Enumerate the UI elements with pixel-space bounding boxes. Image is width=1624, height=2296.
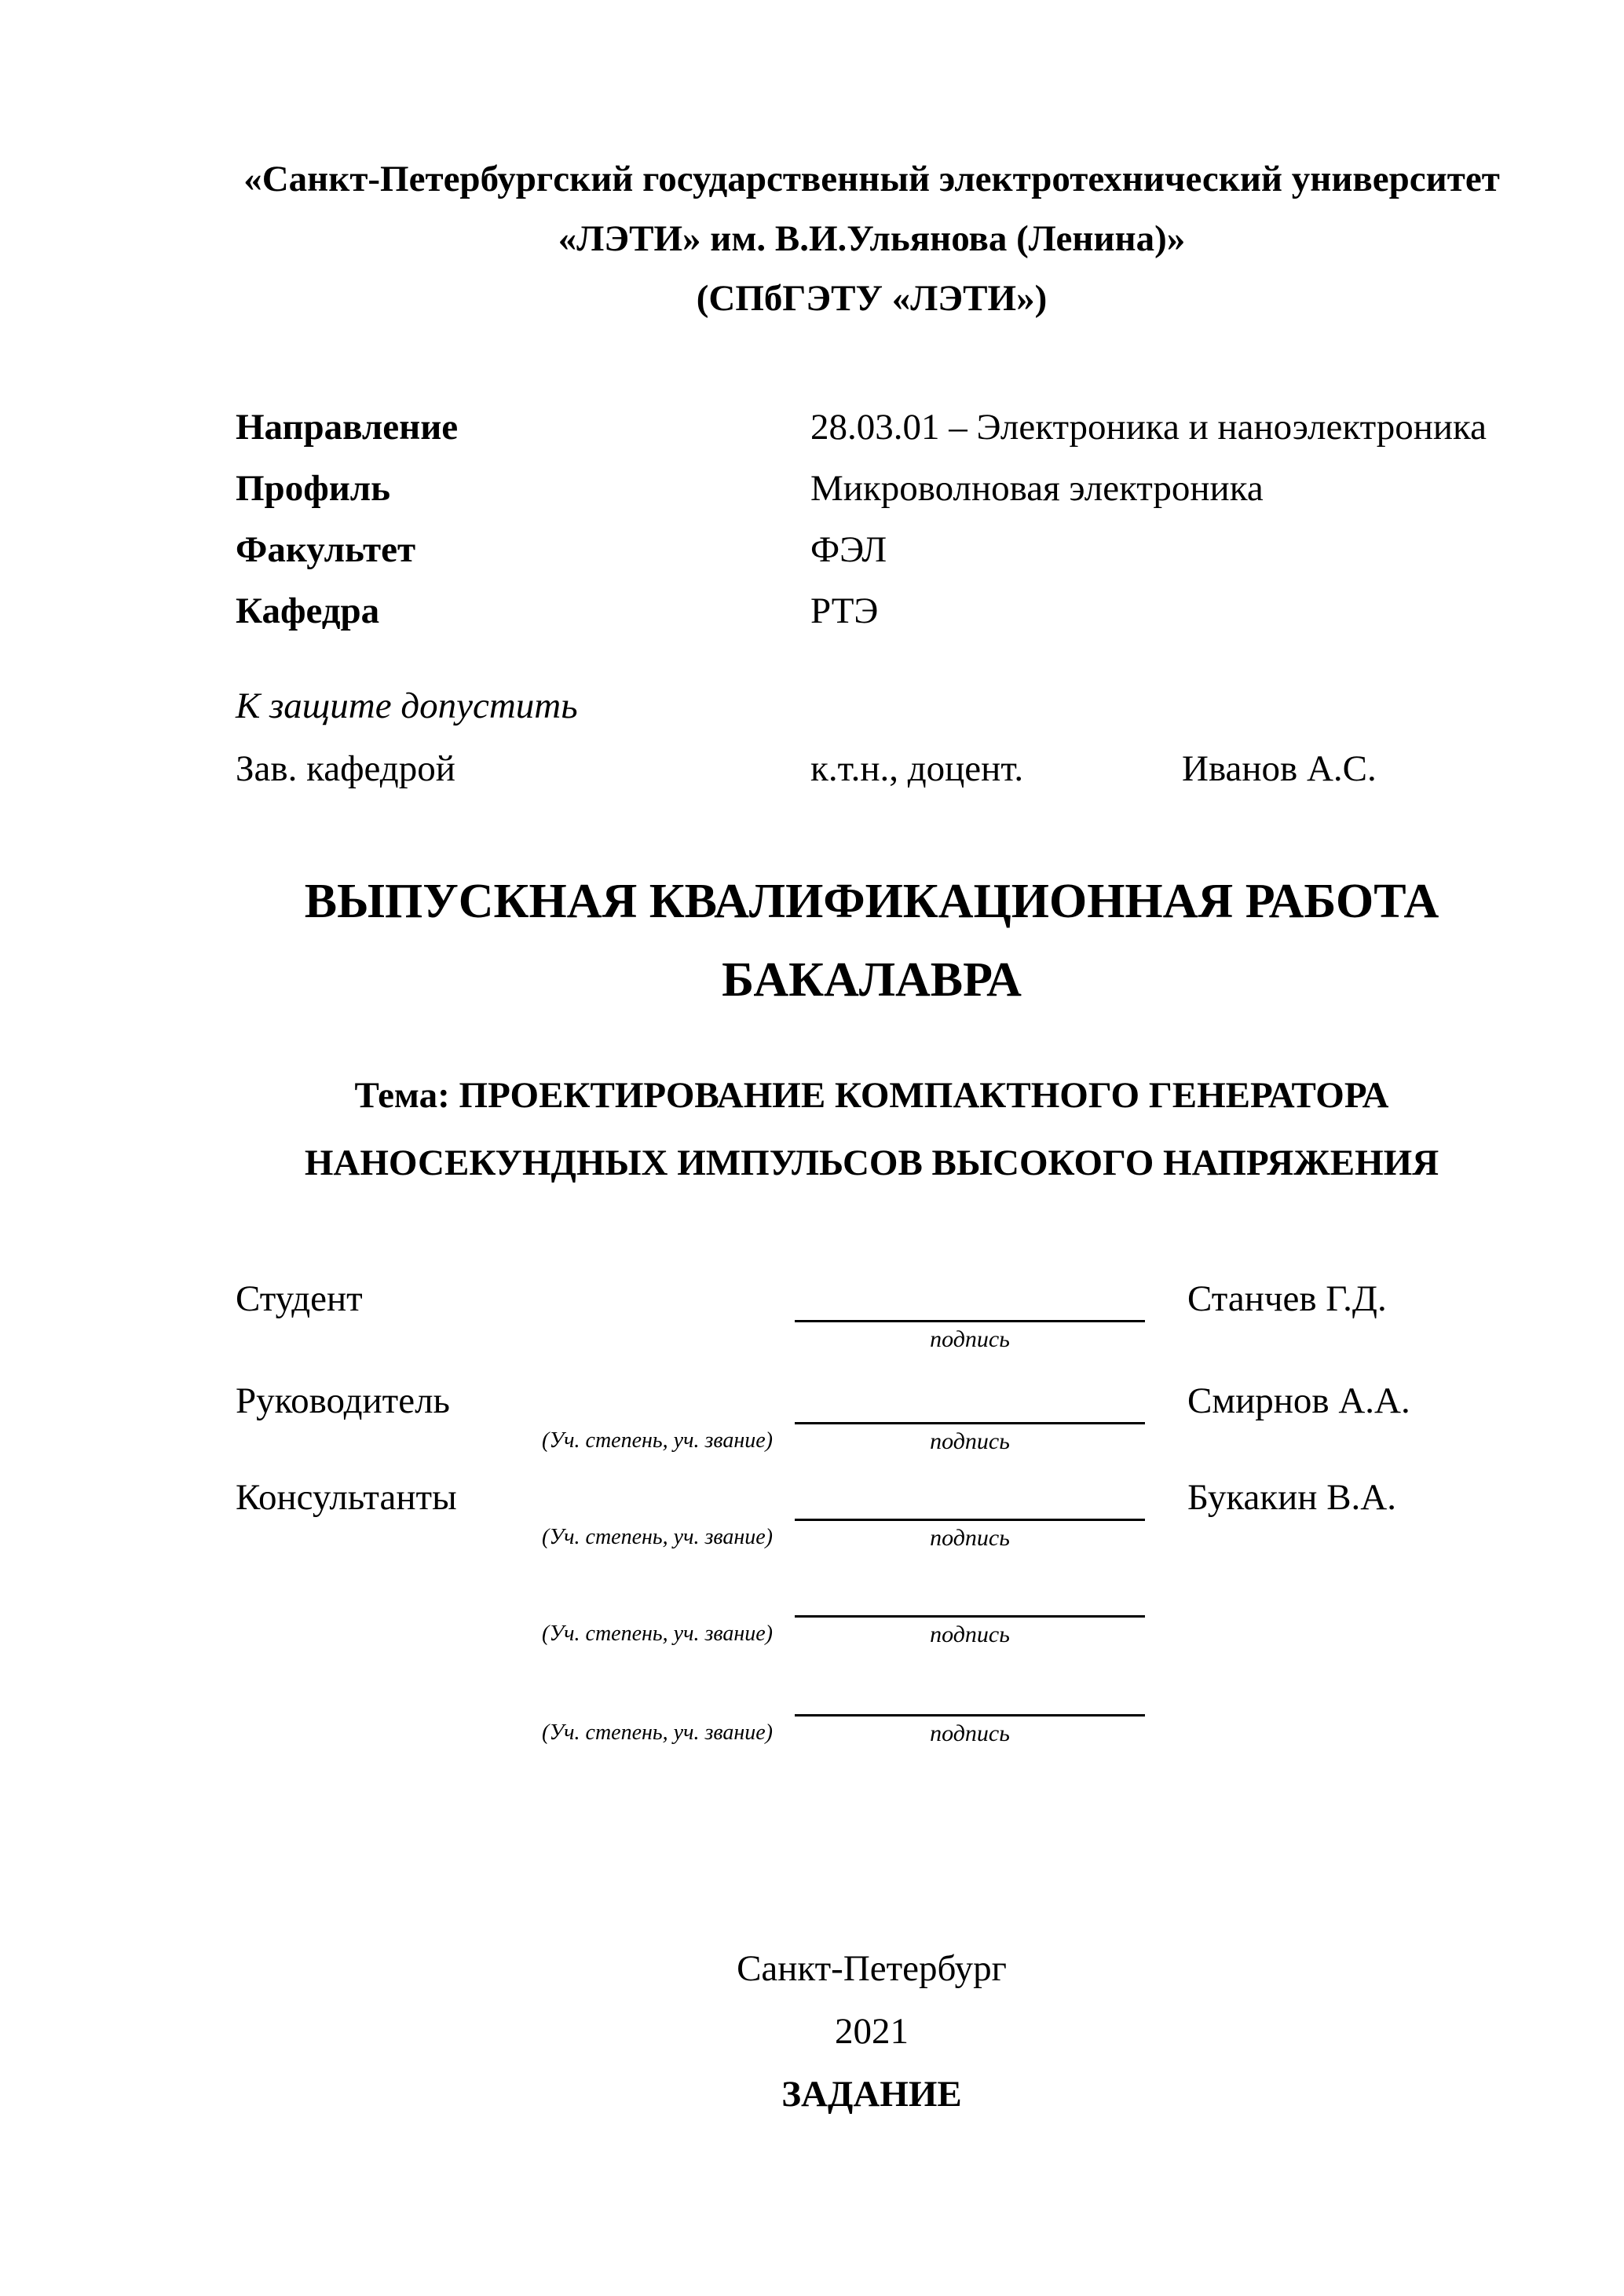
department-label: Кафедра bbox=[236, 590, 380, 631]
faculty-value: ФЭЛ bbox=[810, 529, 887, 570]
student-name: Станчев Г.Д. bbox=[1187, 1278, 1387, 1319]
direction-label: Направление bbox=[236, 407, 459, 448]
faculty-label: Факультет bbox=[236, 529, 416, 570]
info-row-faculty bbox=[236, 519, 1508, 580]
department-value: РТЭ bbox=[810, 590, 879, 631]
signature-row-consultant-1 bbox=[236, 1476, 1508, 1564]
footer bbox=[236, 1937, 1508, 2126]
topic-line-1: Тема: ПРОЕКТИРОВАНИЕ КОМПАКТНОГО ГЕНЕРАТОРА bbox=[354, 1075, 1389, 1116]
direction-value: 28.03.01 – Электроника и наноэлектроника bbox=[810, 407, 1487, 448]
consultant-1-name: Букакин В.А. bbox=[1187, 1477, 1396, 1518]
work-title bbox=[236, 862, 1508, 1019]
signature-row-consultant-2 bbox=[236, 1573, 1508, 1661]
program-info bbox=[236, 397, 1508, 642]
consultants-role-label: Консультанты bbox=[236, 1477, 457, 1518]
signature-row-consultant-3 bbox=[236, 1672, 1508, 1760]
signature-row-supervisor bbox=[236, 1380, 1508, 1468]
university-name-line-1: «Санкт-Петербургский государственный электротехнический университет bbox=[243, 159, 1500, 199]
consultant-1-signature-caption: подпись bbox=[930, 1525, 1010, 1551]
supervisor-role-label: Руководитель bbox=[236, 1380, 450, 1421]
work-title-line-2: БАКАЛАВРА bbox=[722, 953, 1022, 1007]
profile-value: Микроволновая электроника bbox=[810, 468, 1264, 509]
info-row-profile bbox=[236, 458, 1508, 519]
consultant-1-signature-line bbox=[795, 1519, 1145, 1521]
head-of-department-name: Иванов А.С. bbox=[1182, 748, 1377, 789]
admission-note: К защите допустить bbox=[236, 686, 578, 726]
consultant-1-degree-hint: (Уч. степень, уч. звание) bbox=[542, 1525, 773, 1549]
work-title-line-1: ВЫПУСКНАЯ КВАЛИФИКАЦИОННАЯ РАБОТА bbox=[304, 875, 1439, 928]
consultant-2-signature-line bbox=[795, 1615, 1145, 1618]
footer-year: 2021 bbox=[835, 2011, 909, 2052]
topic bbox=[236, 1062, 1508, 1197]
university-name-line-2: «ЛЭТИ» им. В.И.Ульянова (Ленина)» bbox=[558, 218, 1186, 259]
supervisor-signature-caption: подпись bbox=[930, 1428, 1010, 1454]
student-signature-caption: подпись bbox=[930, 1326, 1010, 1352]
head-of-department-degree: к.т.н., доцент. bbox=[810, 748, 1024, 789]
footer-city: Санкт-Петербург bbox=[737, 1948, 1007, 1989]
consultant-3-degree-hint: (Уч. степень, уч. звание) bbox=[542, 1720, 773, 1745]
consultant-3-signature-caption: подпись bbox=[930, 1720, 1010, 1746]
head-of-department-label: Зав. кафедрой bbox=[236, 748, 455, 789]
supervisor-degree-hint: (Уч. степень, уч. звание) bbox=[542, 1428, 773, 1453]
consultant-2-signature-caption: подпись bbox=[930, 1621, 1010, 1647]
student-signature-line bbox=[795, 1320, 1145, 1322]
info-row-department bbox=[236, 580, 1508, 642]
info-row-direction bbox=[236, 397, 1508, 458]
university-header bbox=[236, 149, 1508, 328]
supervisor-name: Смирнов А.А. bbox=[1187, 1380, 1410, 1421]
university-abbreviation: (СПбГЭТУ «ЛЭТИ») bbox=[696, 278, 1048, 319]
consultant-2-degree-hint: (Уч. степень, уч. звание) bbox=[542, 1621, 773, 1646]
next-section-heading: ЗАДАНИЕ bbox=[781, 2074, 962, 2115]
student-role-label: Студент bbox=[236, 1278, 363, 1319]
admission-row bbox=[236, 748, 1508, 792]
consultant-3-signature-line bbox=[795, 1714, 1145, 1717]
signature-row-student bbox=[236, 1278, 1508, 1366]
topic-line-2: НАНОСЕКУНДНЫХ ИМПУЛЬСОВ ВЫСОКОГО НАПРЯЖЕНИЯ bbox=[304, 1143, 1439, 1183]
profile-label: Профиль bbox=[236, 468, 391, 509]
supervisor-signature-line bbox=[795, 1422, 1145, 1424]
